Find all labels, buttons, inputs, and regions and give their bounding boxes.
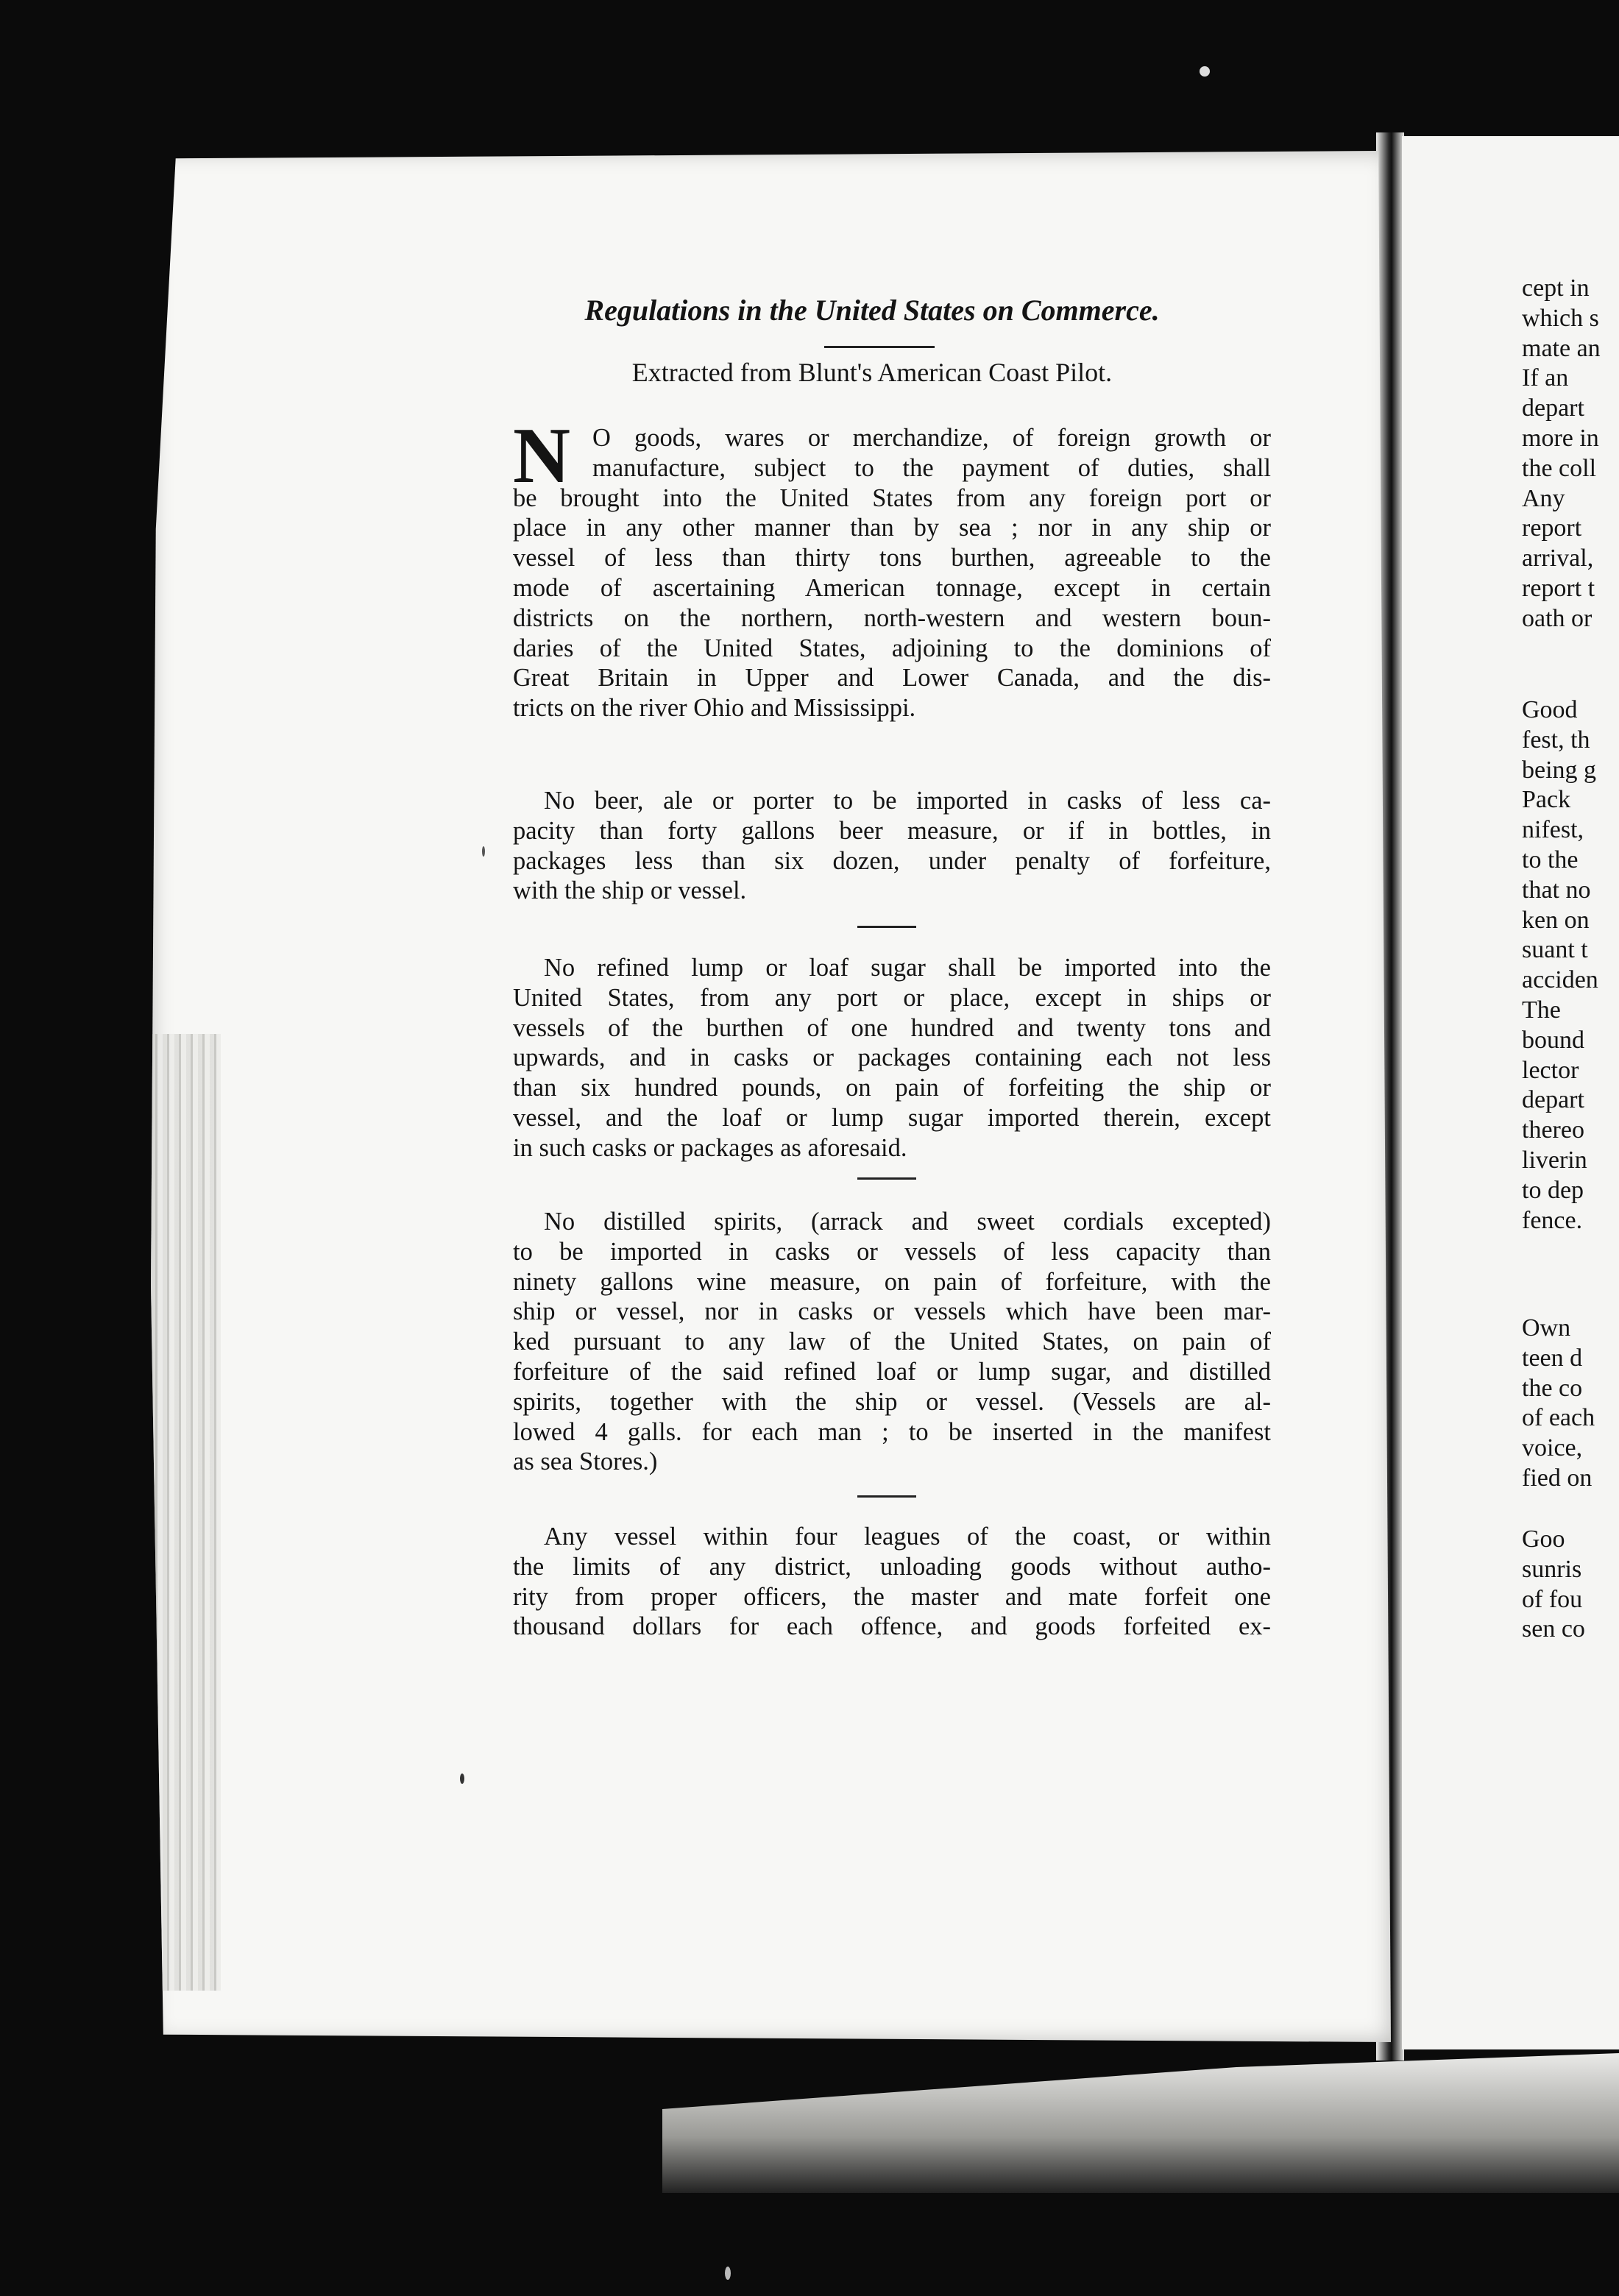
section-rule: [857, 1177, 916, 1180]
text-line: lowed 4 galls. for each man ; to be inserted in the manifest: [513, 1417, 1271, 1446]
fragment-line: oath or: [1522, 604, 1593, 632]
text-line: manufacture, subject to the payment of duties, shall: [592, 453, 1271, 482]
text-line: Great Britain in Upper and Lower Canada, and the dis-: [513, 664, 1271, 692]
text-line: be brought into the United States from any foreign port or: [513, 483, 1271, 512]
text-line: upwards, and in casks or packages containing each not less: [513, 1044, 1271, 1072]
fragment-line: the coll: [1522, 454, 1597, 482]
text-line: tricts on the river Ohio and Mississippi.: [513, 694, 916, 723]
fragment-line: teen d: [1522, 1344, 1583, 1372]
paragraph-3: [513, 953, 1271, 1163]
paragraph-5: [513, 1522, 1271, 1642]
text-line: spirits, together with the ship or vessel. (Vessels are al-: [513, 1387, 1271, 1416]
drop-cap: N: [513, 412, 570, 500]
text-line: vessel of less than thirty tons burthen, agreeable to the: [513, 544, 1271, 573]
fragment-line: sunris: [1522, 1555, 1582, 1583]
title-rule: [824, 346, 935, 348]
bottom-page-scrap: [662, 2053, 1619, 2193]
worn-page-edge: [151, 1034, 221, 1991]
text-line: daries of the United States, adjoining to the dominions of: [513, 634, 1271, 662]
subtitle: Extracted from Blunt's American Coast Pilot.: [631, 358, 1113, 387]
fragment-line: arrival,: [1522, 545, 1594, 573]
text-line: No distilled spirits, (arrack and sweet cordials excepted): [544, 1208, 1271, 1236]
text-line: to be imported in casks or vessels of less capacity than: [513, 1237, 1271, 1266]
fragment-line: fied on: [1522, 1464, 1593, 1492]
text-line: with the ship or vessel.: [513, 876, 747, 905]
fragment-line: depart: [1522, 394, 1584, 422]
fragment-line: thereo: [1522, 1116, 1584, 1144]
fragment-line: that no: [1522, 876, 1591, 904]
fragment-line: bound: [1522, 1026, 1584, 1054]
text-line: the limits of any district, unloading goods without autho-: [513, 1552, 1271, 1581]
fragment-line: fence.: [1522, 1206, 1583, 1234]
dust-speck: [460, 1774, 464, 1784]
text-line: thousand dollars for each offence, and goods forfeited ex-: [513, 1612, 1271, 1641]
fragment-line: voice,: [1522, 1434, 1583, 1462]
text-line: ninety gallons wine measure, on pain of forfeiture, with the: [513, 1267, 1271, 1296]
text-line: No beer, ale or porter to be imported in casks of less ca-: [544, 787, 1271, 815]
fragment-line: report t: [1522, 574, 1595, 602]
fragment-line: If an: [1522, 364, 1569, 392]
fragment-line: Pack: [1522, 786, 1571, 814]
text-line: No refined lump or loaf sugar shall be imported into the: [544, 954, 1271, 982]
text-line: as sea Stores.): [513, 1448, 658, 1476]
fragment-line: depart: [1522, 1086, 1584, 1114]
right-page-fragment-4: [1522, 1525, 1619, 1645]
fragment-line: suant t: [1522, 936, 1588, 964]
section-rule: [857, 1495, 916, 1498]
fragment-line: Own: [1522, 1314, 1571, 1342]
text-line: Any vessel within four leagues of the coast, or within: [544, 1523, 1271, 1551]
dust-speck: [482, 846, 485, 857]
fragment-line: more in: [1522, 424, 1599, 452]
fragment-line: mate an: [1522, 334, 1601, 362]
right-page-fragment-3: [1522, 1314, 1619, 1494]
text-line: than six hundred pounds, on pain of forfeiting the ship or: [513, 1074, 1271, 1102]
fragment-line: Good: [1522, 696, 1578, 723]
fragment-line: to the: [1522, 846, 1579, 874]
fragment-line: to dep: [1522, 1176, 1584, 1204]
fragment-line: which s: [1522, 304, 1599, 332]
text-line: in such casks or packages as aforesaid.: [513, 1133, 907, 1162]
text-line: packages less than six dozen, under penalty of forfeiture,: [513, 846, 1271, 875]
dust-speck: [725, 2267, 731, 2280]
fragment-line: of fou: [1522, 1585, 1583, 1613]
text-line: place in any other manner than by sea ; nor in any ship or: [513, 514, 1271, 542]
running-title: Regulations in the United States on Commerce.: [584, 294, 1160, 327]
fragment-line: sen co: [1522, 1615, 1585, 1643]
fragment-line: of each: [1522, 1404, 1595, 1432]
fragment-line: Any: [1522, 484, 1565, 512]
text-line: O goods, wares or merchandize, of foreign growth or: [592, 424, 1271, 452]
text-line: districts on the northern, north-western and western boun-: [513, 603, 1271, 632]
fragment-line: lector: [1522, 1056, 1579, 1084]
fragment-line: fest, th: [1522, 726, 1590, 754]
section-rule: [857, 926, 916, 928]
paragraph-4: [513, 1207, 1271, 1477]
text-line: ship or vessel, nor in casks or vessels which have been mar-: [513, 1297, 1271, 1326]
text-line: mode of ascertaining American tonnage, except in certain: [513, 573, 1271, 602]
text-line: ked pursuant to any law of the United States, on pain of: [513, 1328, 1271, 1356]
fragment-line: report: [1522, 514, 1582, 542]
paragraph-1: [513, 423, 1271, 723]
text-line: rity from proper officers, the master and mate forfeit one: [513, 1582, 1271, 1611]
fragment-line: being g: [1522, 756, 1597, 784]
right-page-fragment-2: [1522, 695, 1619, 1236]
fragment-line: the co: [1522, 1374, 1583, 1402]
text-line: vessels of the burthen of one hundred and twenty tons and: [513, 1013, 1271, 1042]
fragment-line: The: [1522, 996, 1561, 1024]
fragment-line: nifest,: [1522, 816, 1584, 844]
text-line: vessel, and the loaf or lump sugar imported therein, except: [513, 1103, 1271, 1132]
right-page-fragment-1: [1522, 274, 1619, 634]
paragraph-2: [513, 786, 1271, 906]
fragment-line: ken on: [1522, 906, 1590, 934]
text-line: United States, from any port or place, except in ships or: [513, 983, 1271, 1012]
text-line: pacity than forty gallons beer measure, or if in bottles, in: [513, 816, 1271, 845]
fragment-line: cept in: [1522, 274, 1590, 302]
fragment-line: acciden: [1522, 966, 1598, 994]
fragment-line: liverin: [1522, 1146, 1587, 1174]
text-line: forfeiture of the said refined loaf or lump sugar, and distilled: [513, 1357, 1271, 1386]
dust-speck: [1200, 66, 1210, 77]
fragment-line: Goo: [1522, 1526, 1565, 1553]
